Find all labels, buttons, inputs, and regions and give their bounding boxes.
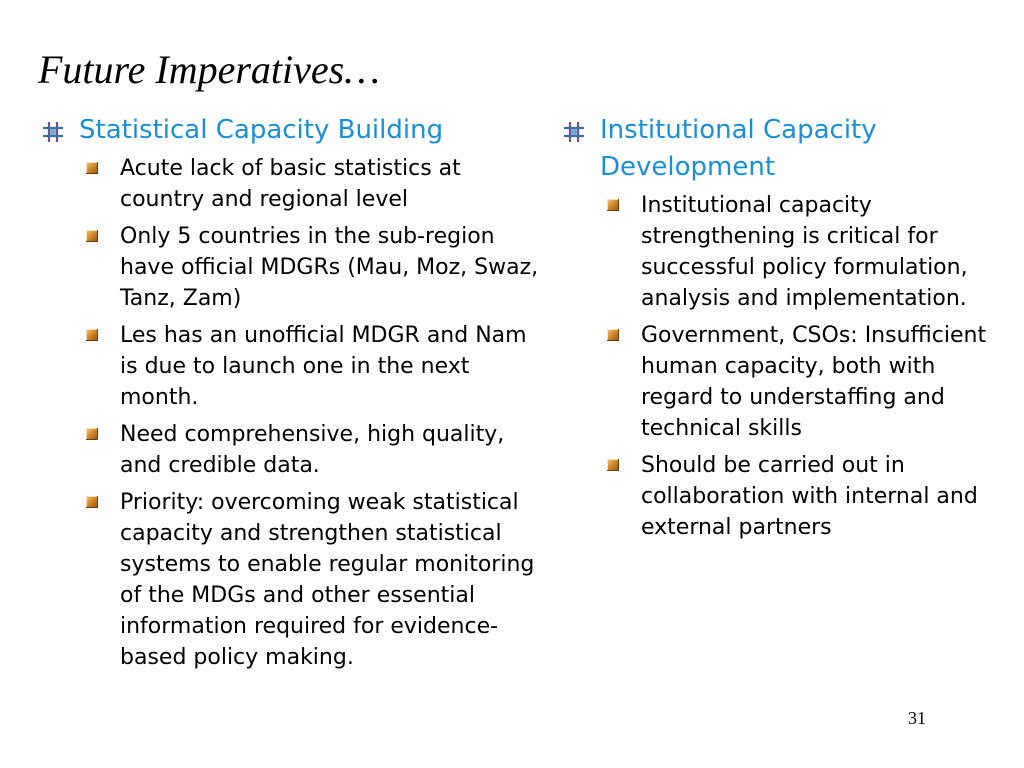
list-item: [86, 221, 542, 314]
hash-icon: [42, 121, 64, 143]
left-heading-row: [42, 112, 542, 149]
left-bullet-list: [42, 153, 542, 673]
square-bullet-icon: [86, 496, 98, 508]
list-item: [86, 487, 542, 673]
list-item: [607, 450, 1013, 543]
slide-title: Future Imperatives…: [38, 47, 380, 92]
square-bullet-icon: [86, 428, 98, 440]
list-item-text: Should be carried out in collaboration with internal and external partners: [641, 453, 978, 540]
left-heading: Statistical Capacity Building: [79, 115, 444, 145]
list-item: [607, 190, 1013, 314]
list-item: [607, 320, 1013, 444]
list-item-text: Government, CSOs: Insufficient human capacity, both with regard to understaffing and technical skills: [641, 323, 987, 441]
square-bullet-icon: [607, 329, 619, 341]
left-column: [42, 112, 542, 679]
list-item-text: Acute lack of basic statistics at country and regional level: [120, 156, 461, 212]
right-column: [563, 112, 1013, 549]
square-bullet-icon: [86, 329, 98, 341]
list-item: [86, 419, 542, 481]
slide-number: 31: [908, 708, 926, 728]
square-bullet-icon: [607, 459, 619, 471]
list-item-text: Only 5 countries in the sub-region have official MDGRs (Mau, Moz, Swaz, Tanz, Zam): [120, 224, 539, 311]
square-bullet-icon: [86, 162, 98, 174]
square-bullet-icon: [86, 230, 98, 242]
right-heading: Institutional Capacity Development: [600, 115, 877, 182]
right-heading-row: [563, 112, 1013, 186]
list-item: [86, 320, 542, 413]
hash-icon: [563, 121, 585, 143]
list-item-text: Priority: overcoming weak statistical capacity and strengthen statistical systems to enable regular monitoring of the MDGs and other essential information required for evidence-based policy making.: [120, 490, 535, 670]
list-item-text: Les has an unofficial MDGR and Nam is due to launch one in the next month.: [120, 323, 527, 410]
list-item-text: Institutional capacity strengthening is critical for successful policy formulation, analysis and implementation.: [641, 193, 968, 311]
list-item-text: Need comprehensive, high quality, and credible data.: [120, 422, 505, 478]
square-bullet-icon: [607, 199, 619, 211]
right-bullet-list: [563, 190, 1013, 543]
list-item: [86, 153, 542, 215]
